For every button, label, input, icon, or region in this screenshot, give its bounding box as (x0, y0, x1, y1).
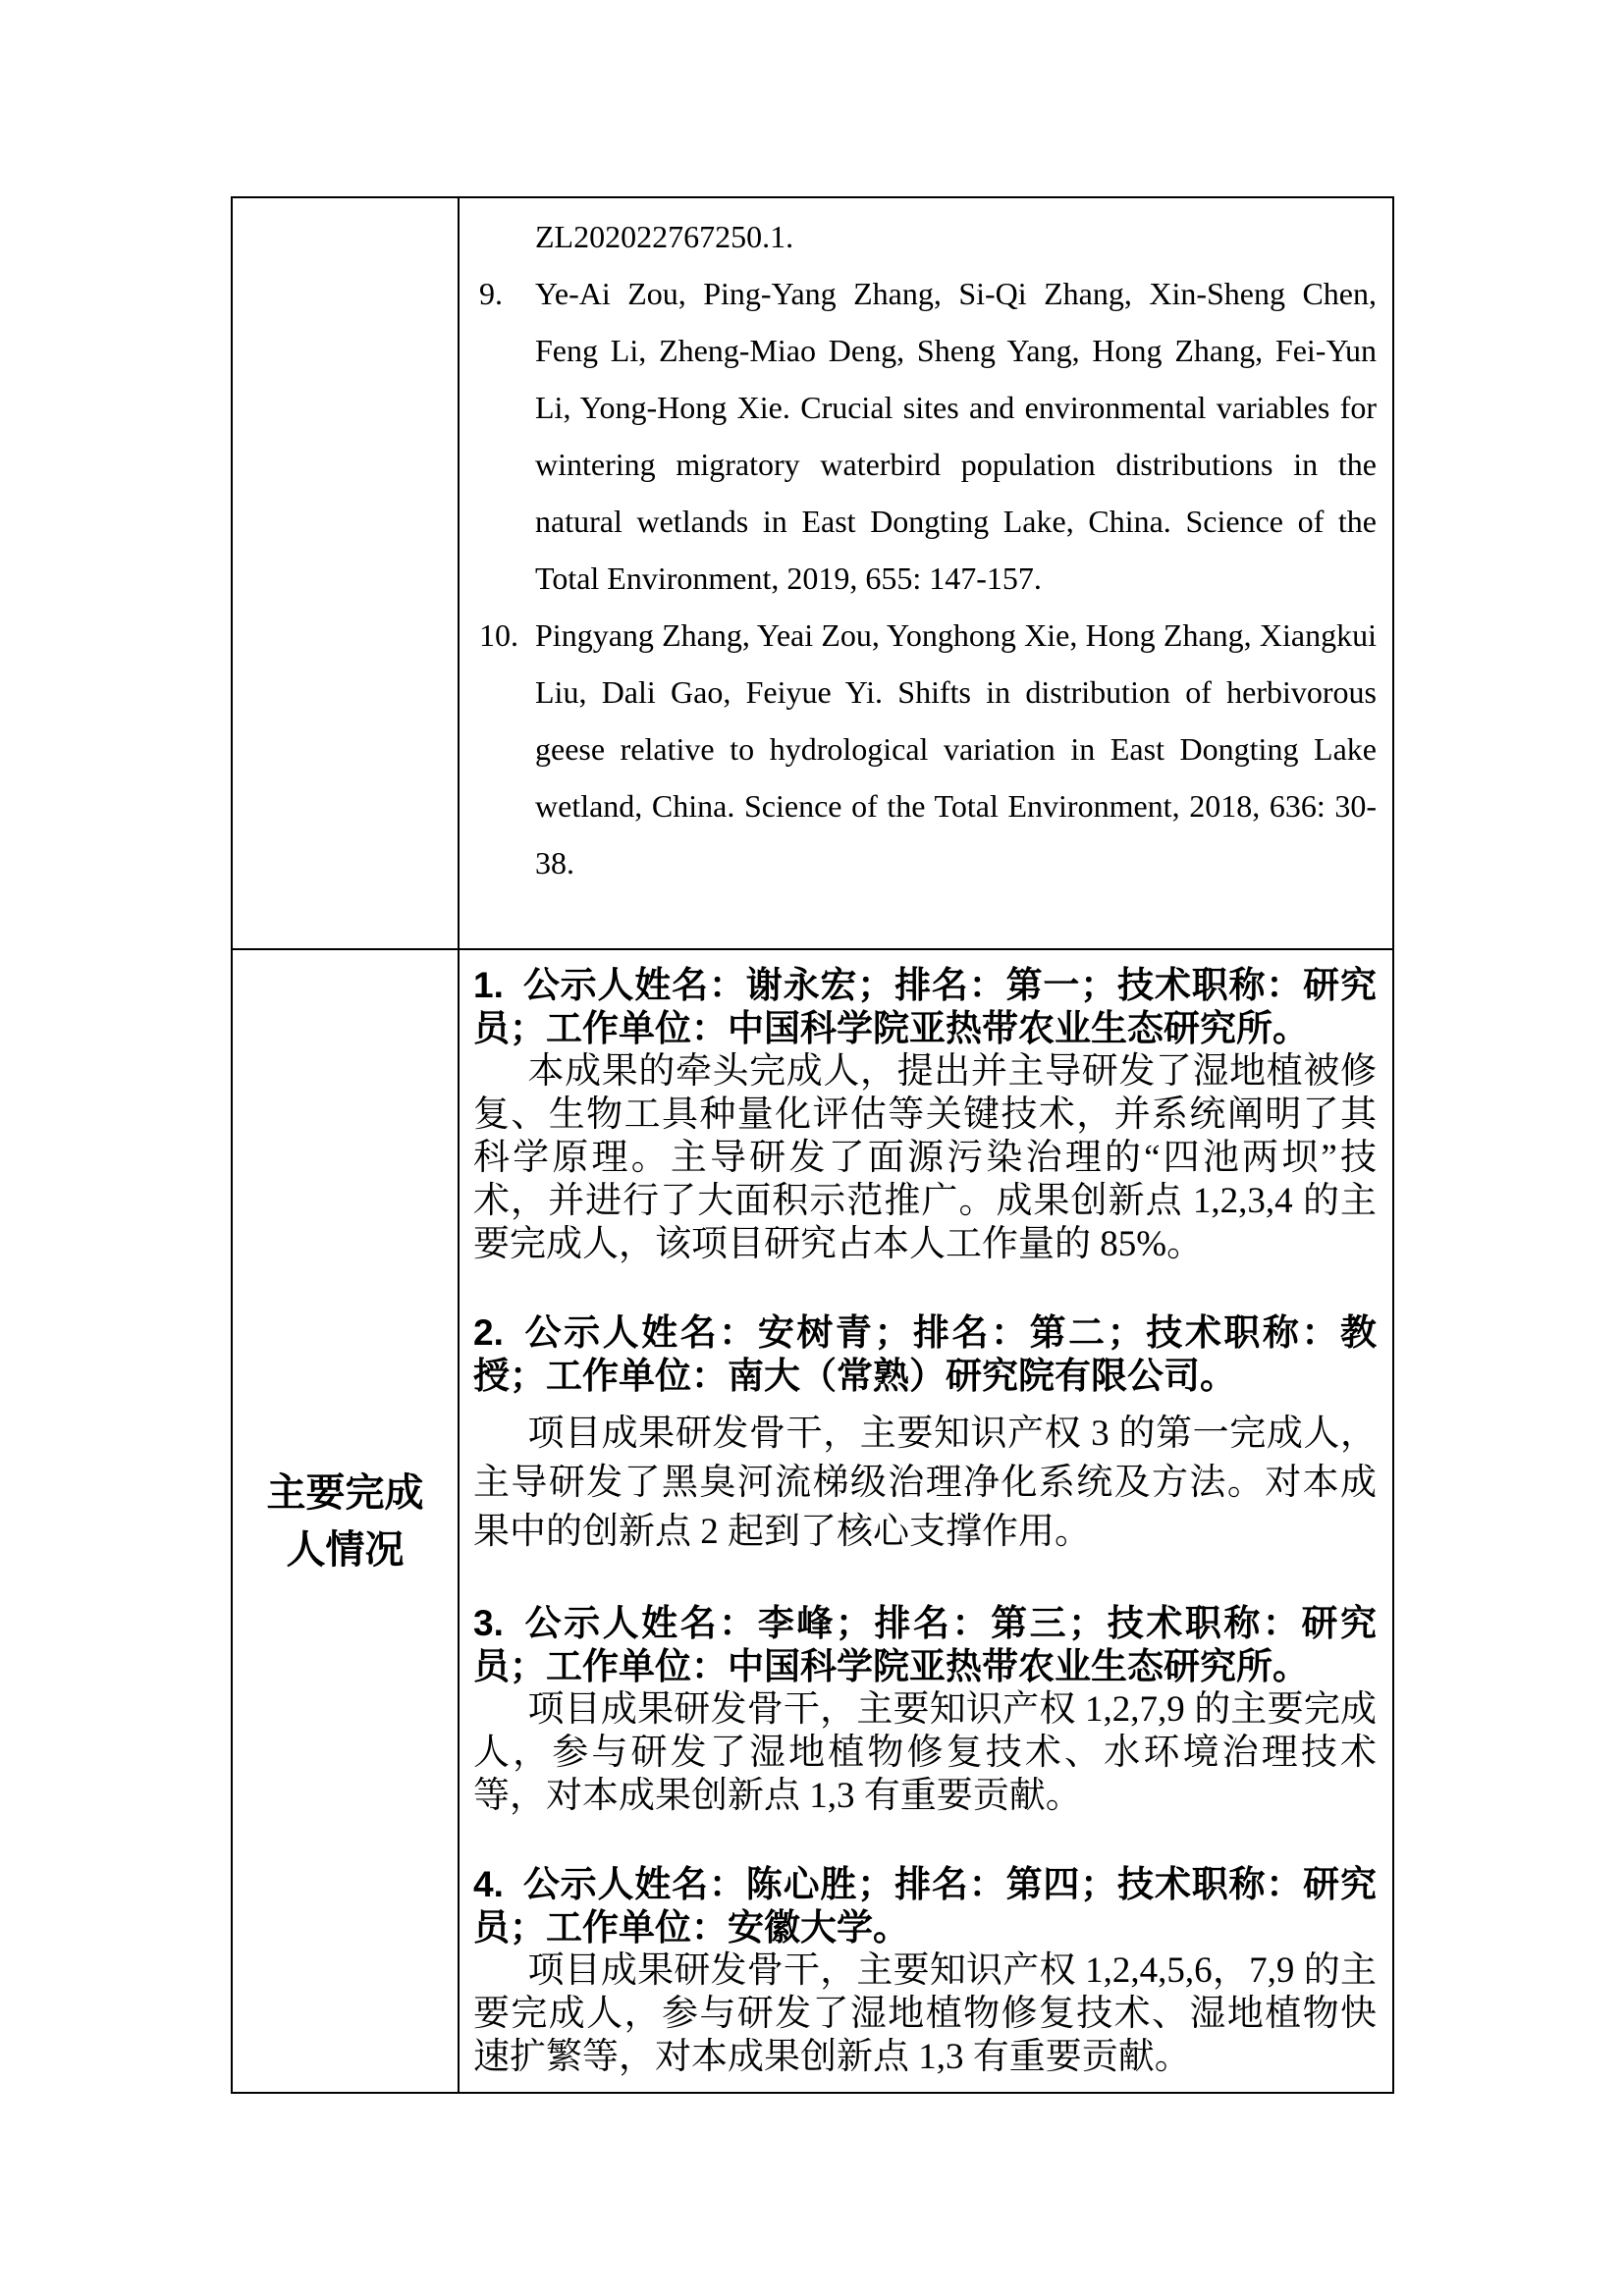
completion-table (231, 196, 1394, 2094)
references-label-cell (232, 197, 459, 949)
contributor-heading (473, 964, 1377, 1050)
contributor-body: 项目成果研发骨干，主要知识产权 1,2,4,5,6，7,9 的主要完成人，参与研发了湿地植物修复技术、湿地植物快速扩繁等，对本成果创新点 1,3 有重要贡献。 (473, 1950, 1377, 2077)
contributor-section-4 (473, 1863, 1377, 2079)
contributor-heading (473, 1602, 1377, 1688)
contributor-body: 项目成果研发骨干，主要知识产权 1,2,7,9 的主要完成人，参与研发了湿地植物修复技术、水环境治理技术等，对本成果创新点 1,3 有重要贡献。 (473, 1689, 1377, 1816)
reference-text: Ye-Ai Zou, Ping-Yang Zhang, Si-Qi Zhang, Xin-Sheng Chen, Feng Li, Zheng-Miao Deng, Sheng Yang, Hong Zhang, Fei-Yun Li, Yong-Hong Xie. Crucial sites and environmental variables for wintering migratory waterbird population distributions in the natural wetlands in East Dongting Lake, China. Science of the Total Environment, 2019, 655: 147-157. (535, 276, 1377, 596)
reference-number: 9. (479, 276, 503, 311)
reference-text: Pingyang Zhang, Yeai Zou, Yonghong Xie, Hong Zhang, Xiangkui Liu, Dali Gao, Feiyue Yi. Shifts in distribution of herbivorous geese relative to hydrological variation in East Dongting Lake wetland, China. Science of the Total Environment, 2018, 636: 30-38. (535, 617, 1377, 881)
reference-number: 10. (479, 617, 518, 653)
empty-cell (233, 198, 458, 948)
references-list (460, 198, 1392, 948)
reference-item (479, 607, 1377, 891)
row-label-line: 人情况 (286, 1527, 405, 1572)
contributor-number: 2. (473, 1312, 504, 1353)
contributor-heading-text: 公示人姓名：安树青；排名：第二；技术职称：教授；工作单位：南大（常熟）研究院有限公司。 (473, 1312, 1377, 1396)
contributor-heading (473, 1863, 1377, 1949)
contributors-label-cell (232, 949, 459, 2093)
contributor-heading-text: 公示人姓名：陈心胜；排名：第四；技术职称：研究员；工作单位：安徽大学。 (473, 1864, 1377, 1948)
table-row-contributors (232, 949, 1393, 2093)
contributor-section-1 (473, 964, 1377, 1266)
reference-continuation: ZL202022767250.1. (535, 219, 794, 254)
contributors-cell (459, 949, 1393, 2093)
contributor-heading (473, 1311, 1377, 1398)
contributor-heading-text: 公示人姓名：李峰；排名：第三；技术职称：研究员；工作单位：中国科学院亚热带农业生态研究所。 (473, 1603, 1377, 1686)
contributor-body: 项目成果研发骨干，主要知识产权 3 的第一完成人，主导研发了黑臭河流梯级治理净化系统及方法。对本成果中的创新点 2 起到了核心支撑作用。 (473, 1414, 1377, 1552)
row-label-line: 主要完成 (266, 1470, 424, 1515)
references-cell (459, 197, 1393, 949)
contributors-content (460, 950, 1392, 2092)
table-row-references (232, 197, 1393, 949)
reference-item (479, 265, 1377, 607)
contributor-heading-text: 公示人姓名：谢永宏；排名：第一；技术职称：研究员；工作单位：中国科学院亚热带农业生态研究所。 (473, 965, 1377, 1048)
contributor-number: 1. (473, 965, 504, 1005)
contributor-section-3 (473, 1602, 1377, 1818)
contributor-section-2 (473, 1311, 1377, 1557)
row-label (233, 950, 458, 2092)
contributor-number: 4. (473, 1864, 504, 1904)
contributor-body: 本成果的牵头完成人，提出并主导研发了湿地植被修复、生物工具种量化评估等关键技术，并系统阐明了其科学原理。主导研发了面源污染治理的“四池两坝”技术，并进行了大面积示范推广。成果创新点 1,2,3,4 的主要完成人，该项目研究占本人工作量的 85%。 (473, 1051, 1377, 1264)
contributor-number: 3. (473, 1603, 504, 1643)
